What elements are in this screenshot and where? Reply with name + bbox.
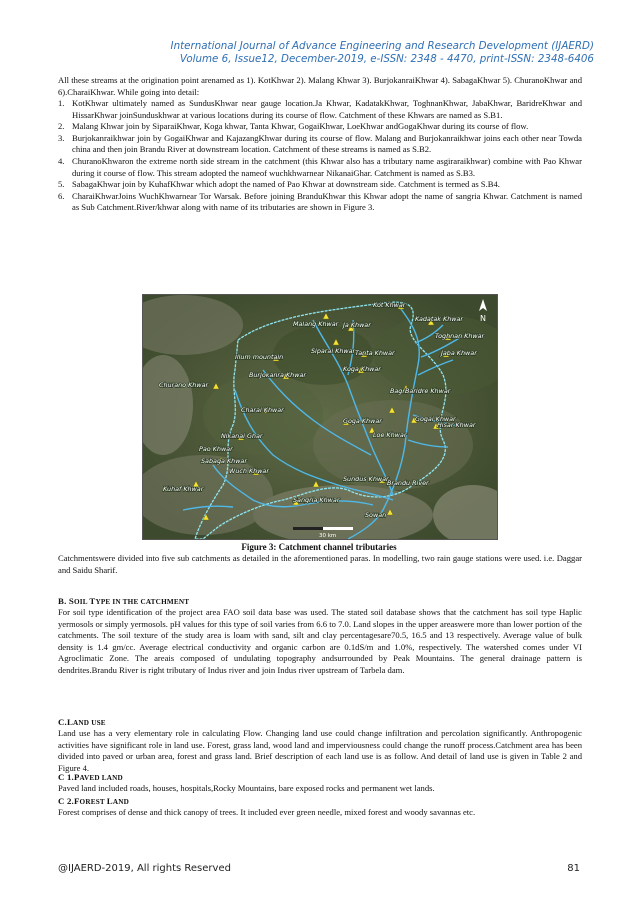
- figure-caption: Figure 3: Catchment channel tributaries: [241, 542, 397, 552]
- map-label: Siparai Khwar: [311, 347, 356, 355]
- map-label: Jaba Khwar: [441, 349, 477, 357]
- section-heading-soil-type: B. SOIL TYPE IN THE CATCHMENT: [58, 596, 190, 606]
- map-label: Nikanai Ghar: [221, 432, 263, 440]
- catchment-map-figure: [142, 294, 498, 540]
- section-heading-paved-land: C 1.PAVED LAND: [58, 772, 123, 782]
- map-label: Tanta Khwar: [355, 349, 395, 357]
- map-label: Goga Khwar: [343, 417, 382, 425]
- map-label: Kadatak Khwar: [415, 315, 464, 323]
- intro-paragraph: All these streams at the origination point arenamed as 1). KotKhwar 2). Malang Khwar 3). BurjokanraiKhwar 4). SabagaKhwar 5). ChuranoKhwar and 6).CharaiKhwar. While going into detail:: [58, 75, 582, 97]
- map-label: Kuhaf Khwar: [163, 485, 204, 493]
- map-label: Koga Khwar: [343, 365, 381, 373]
- map-label: Sundus Khwar: [343, 475, 389, 483]
- map-label: Brandu River: [387, 479, 429, 487]
- list-item: 4. ChuranoKhwaron the extreme north side stream in the catchment (this Khwar also has a tributary name asgiraraikhwar) combine with Pao Khwar during it course of flow. This stream adopted the nameof wuchkhwarnear NikanaiGhar. Catchment is named as S.B3.: [58, 155, 582, 178]
- map-label: Toghnan Khwar: [435, 332, 485, 340]
- paragraph: Land use has a very elementary role in calculating Flow. Changing land use could change infiltration and percolation significantly. Anthropogenic activities have significant role in land use. Forest, grass land, wood land and imperviousness could change the runoff process.Catchment area has been divided into paved or urban area, forest and grass land. Brief description of each land use is as follow. And detail of land use is given in Table 2 and Figure 4.: [58, 728, 582, 773]
- paragraph: Forest comprises of dense and thick canopy of trees. It included ever green needle, mixed forest and woody savannas etc.: [58, 807, 476, 817]
- page-number: 81: [567, 863, 580, 874]
- satellite-map: [143, 295, 497, 539]
- list-item: 6. CharaiKhwarJoins WuchKhwarnear Tor Warsak. Before joining BranduKhwar this Khwar adopt the name of sangria Khwar. Catchment is named as Sub Catchment.River/khwar along with name of its tributaries are shown in Figure 3.: [58, 190, 582, 213]
- svg-text:30 km: 30 km: [319, 533, 337, 539]
- copyright-footer: @IJAERD-2019, All rights Reserved: [58, 863, 231, 874]
- map-label: Illum mountain: [235, 353, 284, 361]
- paragraph: Catchmentswere divided into five sub catchments as detailed in the aforementioned paras. In modelling, two rain gauge stations were used. i.e. Daggar and Saidu Sharif.: [58, 553, 582, 575]
- map-label: Loe Khwar: [373, 431, 407, 439]
- map-label: Charai Khwar: [241, 406, 284, 414]
- map-label: Sabaga Khwar: [201, 457, 247, 465]
- map-label: Ja Khwar: [343, 321, 371, 329]
- map-label: Sowan: [365, 511, 387, 519]
- list-item: 5. SabagaKhwar join by KuhafKhwar which adopt the named of Pao Khwar at downstream side. Catchment is termed as S.B4.: [58, 179, 500, 190]
- map-label: Baridre Khwar: [405, 387, 451, 395]
- map-label: Kot Khwar: [373, 301, 406, 309]
- journal-title: International Journal of Advance Engineering and Research Development (IJAERD): [170, 40, 594, 52]
- map-label: Malang Khwar: [293, 320, 339, 328]
- map-label: Wuch Khwar: [229, 467, 269, 475]
- map-label: Churano Khwar: [159, 381, 209, 389]
- paragraph: For soil type identification of the project area FAO soil data base was used. The stated soil database shows that the catchment has soil type Haplic yermosols or simply yermosols. pH values for this type of soil varies from 6.6 to 7.0. Land slopes in the upper areaswere more than lower portion of the catchments. The soil texture of the study area is loam with sand, silt and clay percentagesare70.5, 16.5 and 13 respectively. Average value of bulk density is 1.4 gm/cc. Average electrical conductivity and organic carbon are 0.1dS/m and 1.0%, respectively. The watershed comes under VI Agroclimatic Zone. The areais composed of undulating topography andsurrounded by Peak Mountains. The general drainage pattern is dendrites.Brandu River is right tributary of Indus river and join Indus river upstream of Tarbela dam.: [58, 607, 582, 675]
- map-label: Bagri: [390, 387, 407, 395]
- paragraph: Paved land included roads, houses, hospitals,Rocky Mountains, bare exposed rocks and permanent wet lands.: [58, 783, 435, 793]
- section-heading-land-use: C.LAND USE: [58, 717, 106, 727]
- map-label: Burjokanra Khwar: [249, 371, 307, 379]
- svg-text:N: N: [480, 314, 486, 323]
- stream-list: [58, 98, 582, 214]
- map-label: Sangria Khwar: [293, 496, 340, 504]
- list-item: 3. Burjokanraikhwar join by GogaiKhwar and KajazangKhwar during its course of flow. Malang and Burjokanraikhwar joins each other near Towda china and then join Brandu River at downstream location. Catchment of these streams is named as S.B2.: [58, 132, 582, 155]
- map-label: Gogai Khwar: [415, 415, 456, 423]
- list-item: 2. Malang Khwar join by SiparaiKhwar, Koga khwar, Tanta Khwar, GogaiKhwar, LoeKhwar andGogaKhwar during its course of flow.: [58, 121, 529, 132]
- map-label: Hisar Khwar: [437, 421, 476, 429]
- list-item: 1. KotKhwar ultimately named as SundusKhwar near gauge location.Ja Khwar, KadatakKhwar, ToghnanKhwar, JabaKhwar, BaridreKhwar and HissarKhwar joinSunduskhwar at various locations during its course of flow. Catchment of these Khwars are named as S.B1.: [58, 98, 582, 120]
- journal-volume-issn: Volume 6, Issue12, December-2019, e-ISSN: 2348 - 4470, print-ISSN: 2348-6406: [179, 53, 594, 65]
- section-heading-forest-land: C 2.FOREST LAND: [58, 796, 130, 806]
- map-label: Pao Khwar: [199, 445, 233, 453]
